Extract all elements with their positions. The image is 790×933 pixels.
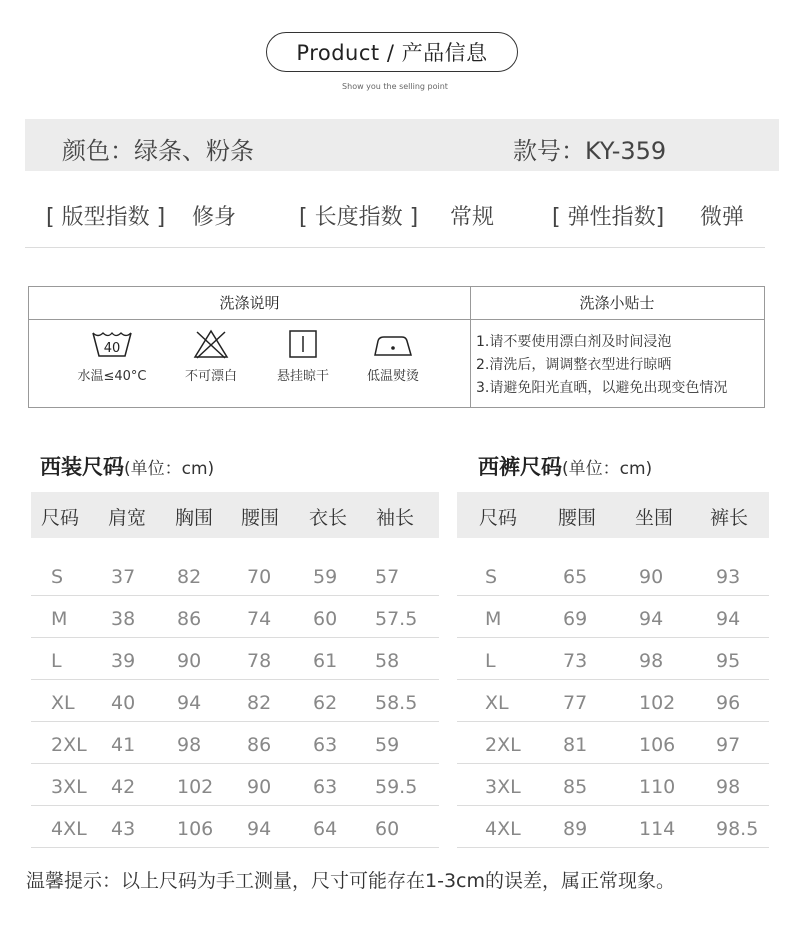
style-number: 款号：KY-359 <box>513 137 667 165</box>
table-cell: 94 <box>716 608 741 630</box>
table-cell: 2XL <box>51 734 87 756</box>
table-cell: 42 <box>111 776 136 798</box>
table-cell: 102 <box>639 692 676 714</box>
care-dry <box>258 329 348 384</box>
table-cell: S <box>485 566 498 588</box>
care-iron-label: 低温熨烫 <box>366 369 419 384</box>
table-cell: 60 <box>313 608 338 630</box>
pants-table-header <box>457 492 769 538</box>
care-dry-label: 悬挂晾干 <box>276 369 329 384</box>
fit-index-value: 修身 <box>192 205 237 230</box>
suit-header-cell: 尺码 <box>41 507 80 529</box>
table-cell: 59 <box>313 566 338 588</box>
suit-header-cell: 袖长 <box>376 507 415 529</box>
table-cell: 94 <box>177 692 202 714</box>
stretch-index-value: 微弹 <box>700 205 745 230</box>
table-cell: 63 <box>313 776 338 798</box>
table-cell: 97 <box>716 734 741 756</box>
pants-header-cell: 尺码 <box>479 507 518 529</box>
table-cell: 82 <box>247 692 272 714</box>
table-cell: 98 <box>177 734 202 756</box>
care-wash-label: 水温≤40°C <box>77 369 147 384</box>
table-cell: 110 <box>639 776 676 798</box>
tip-item: 1.请不要使用漂白剂及时间浸泡 <box>476 334 672 350</box>
table-cell: 60 <box>375 818 400 840</box>
low-iron-icon <box>372 329 414 359</box>
hang-dry-icon <box>288 329 318 359</box>
table-cell: 40 <box>111 692 136 714</box>
table-cell: 77 <box>563 692 588 714</box>
table-cell: 90 <box>177 650 202 672</box>
table-cell: 102 <box>177 776 214 798</box>
table-cell: 58 <box>375 650 400 672</box>
suit-header-cell: 腰围 <box>241 507 280 529</box>
table-cell: 39 <box>111 650 136 672</box>
care-bleach <box>166 329 256 384</box>
table-row <box>457 722 769 764</box>
index-row <box>25 192 765 248</box>
table-cell: 98 <box>716 776 741 798</box>
table-row <box>457 764 769 806</box>
table-cell: 38 <box>111 608 136 630</box>
table-cell: 70 <box>247 566 272 588</box>
table-cell: 41 <box>111 734 136 756</box>
care-bleach-label: 不可漂白 <box>184 369 237 384</box>
table-cell: 78 <box>247 650 272 672</box>
table-cell: 3XL <box>51 776 87 798</box>
washing-tips-header: 洗涤小贴士 <box>579 294 655 312</box>
table-row <box>31 764 439 806</box>
table-cell: 74 <box>247 608 272 630</box>
table-row <box>457 680 769 722</box>
fit-index-label: [ 版型指数 ] <box>46 205 166 230</box>
table-row <box>31 722 439 764</box>
suit-size-unit: (单位：cm) <box>124 459 215 479</box>
table-cell: 94 <box>639 608 664 630</box>
table-row <box>457 638 769 680</box>
table-cell: 4XL <box>51 818 87 840</box>
table-cell: 73 <box>563 650 588 672</box>
table-cell: 86 <box>177 608 202 630</box>
table-cell: 85 <box>563 776 588 798</box>
table-cell: 98.5 <box>716 818 759 840</box>
table-row <box>31 638 439 680</box>
table-cell: XL <box>485 692 509 714</box>
pants-header-cell: 坐围 <box>635 507 674 529</box>
table-row <box>31 680 439 722</box>
table-row <box>457 554 769 596</box>
table-cell: L <box>485 650 496 672</box>
wash-temp-text: 40 <box>103 341 121 356</box>
suit-size-table <box>31 492 439 848</box>
table-row <box>31 596 439 638</box>
washing-table <box>28 286 765 408</box>
table-cell: L <box>51 650 62 672</box>
table-cell: 62 <box>313 692 338 714</box>
washing-tips <box>476 331 727 400</box>
table-cell: 89 <box>563 818 588 840</box>
table-cell: 106 <box>177 818 214 840</box>
pants-header-cell: 腰围 <box>558 507 597 529</box>
tip-item: 3.请避免阳光直晒，以避免出现变色情况 <box>476 380 728 396</box>
table-cell: M <box>51 608 68 630</box>
pants-size-title: 西裤尺码(单位：cm) <box>478 455 653 479</box>
stretch-index-label: [ 弹性指数] <box>552 205 665 230</box>
table-cell: 69 <box>563 608 588 630</box>
table-row <box>31 806 439 848</box>
table-cell: 43 <box>111 818 136 840</box>
pants-header-cell: 裤长 <box>710 507 749 529</box>
table-row <box>31 554 439 596</box>
pants-size-unit: (单位：cm) <box>562 459 653 479</box>
table-cell: 93 <box>716 566 741 588</box>
size-disclaimer: 温馨提示：以上尺码为手工测量，尺寸可能存在1-3cm的误差，属正常现象。 <box>26 870 675 892</box>
length-index-value: 常规 <box>450 205 495 230</box>
table-cell: 58.5 <box>375 692 418 714</box>
table-cell: 63 <box>313 734 338 756</box>
table-cell: 61 <box>313 650 338 672</box>
table-cell: 94 <box>247 818 272 840</box>
table-cell: 95 <box>716 650 741 672</box>
table-cell: 90 <box>247 776 272 798</box>
suit-header-cell: 衣长 <box>309 507 348 529</box>
suit-size-title: 西装尺码(单位：cm) <box>40 455 215 479</box>
product-info-title: Product / 产品信息 <box>266 32 518 72</box>
care-iron <box>348 329 438 384</box>
no-bleach-icon <box>191 329 231 359</box>
table-cell: 82 <box>177 566 202 588</box>
table-cell: 37 <box>111 566 136 588</box>
table-cell: 4XL <box>485 818 521 840</box>
wash-40-icon <box>90 329 134 359</box>
pants-size-table <box>457 492 769 848</box>
table-cell: 57.5 <box>375 608 418 630</box>
info-band <box>25 119 779 171</box>
table-cell: 81 <box>563 734 588 756</box>
color-info: 颜色：绿条、粉条 <box>62 137 254 165</box>
table-cell: 2XL <box>485 734 521 756</box>
table-cell: 59.5 <box>375 776 418 798</box>
subtitle: Show you the selling point <box>342 82 448 91</box>
suit-table-header <box>31 492 439 538</box>
table-cell: 98 <box>639 650 664 672</box>
table-cell: S <box>51 566 64 588</box>
table-cell: 64 <box>313 818 338 840</box>
table-cell: 106 <box>639 734 676 756</box>
suit-header-cell: 胸围 <box>175 507 214 529</box>
table-cell: M <box>485 608 502 630</box>
care-wash <box>67 329 157 384</box>
tip-item: 2.清洗后，调调整衣型进行晾晒 <box>476 357 672 373</box>
table-cell: 90 <box>639 566 664 588</box>
length-index-label: [ 长度指数 ] <box>299 205 419 230</box>
table-row <box>457 596 769 638</box>
table-cell: 3XL <box>485 776 521 798</box>
table-cell: 57 <box>375 566 400 588</box>
washing-instructions-header: 洗涤说明 <box>219 294 280 312</box>
table-cell: 65 <box>563 566 588 588</box>
table-cell: 96 <box>716 692 741 714</box>
table-cell: XL <box>51 692 75 714</box>
table-cell: 86 <box>247 734 272 756</box>
table-cell: 59 <box>375 734 400 756</box>
suit-header-cell: 肩宽 <box>108 507 147 529</box>
table-row <box>457 806 769 848</box>
table-cell: 114 <box>639 818 676 840</box>
